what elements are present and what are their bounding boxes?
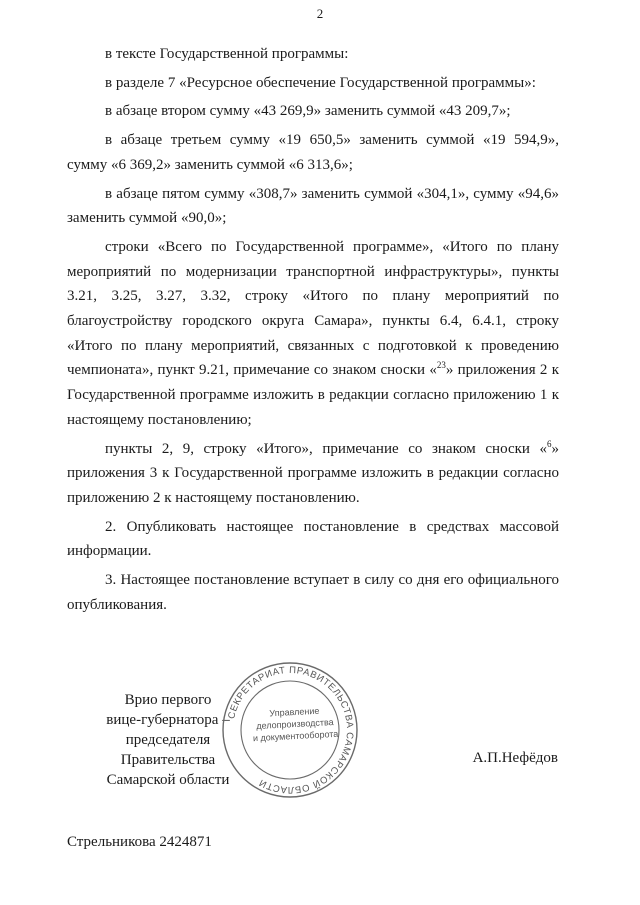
stamp-inner-text: Управление делопроизводства и документооборота <box>252 705 339 744</box>
paragraph: 2. Опубликовать настоящее постановление в средствах массовой информации. <box>67 518 559 560</box>
paragraph: пункты 2, 9, строку «Итого», примечание со знаком сноски «$^6$» приложения 3 к Государственной программе изложить в редакции согласно приложению 2 к настоящему постановлению. <box>67 438 559 506</box>
signatory-name: А.П.Нефёдов <box>472 750 558 766</box>
stamp-ring-text: СЕКРЕТАРИАТ ПРАВИТЕЛЬСТВА САМАРСКОЙ ОБЛАСТИ <box>226 664 356 796</box>
paragraph: в разделе 7 «Ресурсное обеспечение Государственной программы»: <box>105 74 536 91</box>
paragraph: в абзаце втором сумму «43 269,9» заменить суммой «43 209,7»; <box>105 103 511 120</box>
executor-contact: Стрельникова 2424871 <box>67 834 212 850</box>
page-number: 2 <box>316 6 324 21</box>
footnote-mark: 23 <box>436 360 446 371</box>
document-body <box>67 42 559 617</box>
paragraph: в тексте Государственной программы: <box>105 46 349 62</box>
paragraph: в абзаце пятом сумму «308,7» заменить суммой «304,1», сумму «94,6» заменить суммой «90,0»; <box>67 185 559 227</box>
paragraph: строки «Всего по Государственной программе», «Итого по плану мероприятий по модернизации транспортной инфраструктуры», пункты 3.21, 3.25, 3.27, 3.32, строку «Итого по плану мероприятий по благоустройству городского округа Самара», пункты 6.4, 6.4.1, строку «Итого по плану мероприятий, связанных с подготовкой к проведению чемпионата», пункт 9.21, примечание со знаком сноски «$^{23}$» приложения 2 к Государственной программе изложить в редакции согласно приложению 1 к настоящему постановлению; <box>67 238 560 428</box>
signatory-title: Врио первого вице-губернатора – председателя Правительства Самарской области <box>106 692 230 788</box>
paragraph: 3. Настоящее постановление вступает в силу со дня его официального опубликования. <box>67 572 559 613</box>
paragraph: в абзаце третьем сумму «19 650,5» заменить суммой «19 594,9», сумму «6 369,2» заменить суммой «6 313,6»; <box>67 132 559 173</box>
footnote-mark: 6 <box>547 438 552 449</box>
